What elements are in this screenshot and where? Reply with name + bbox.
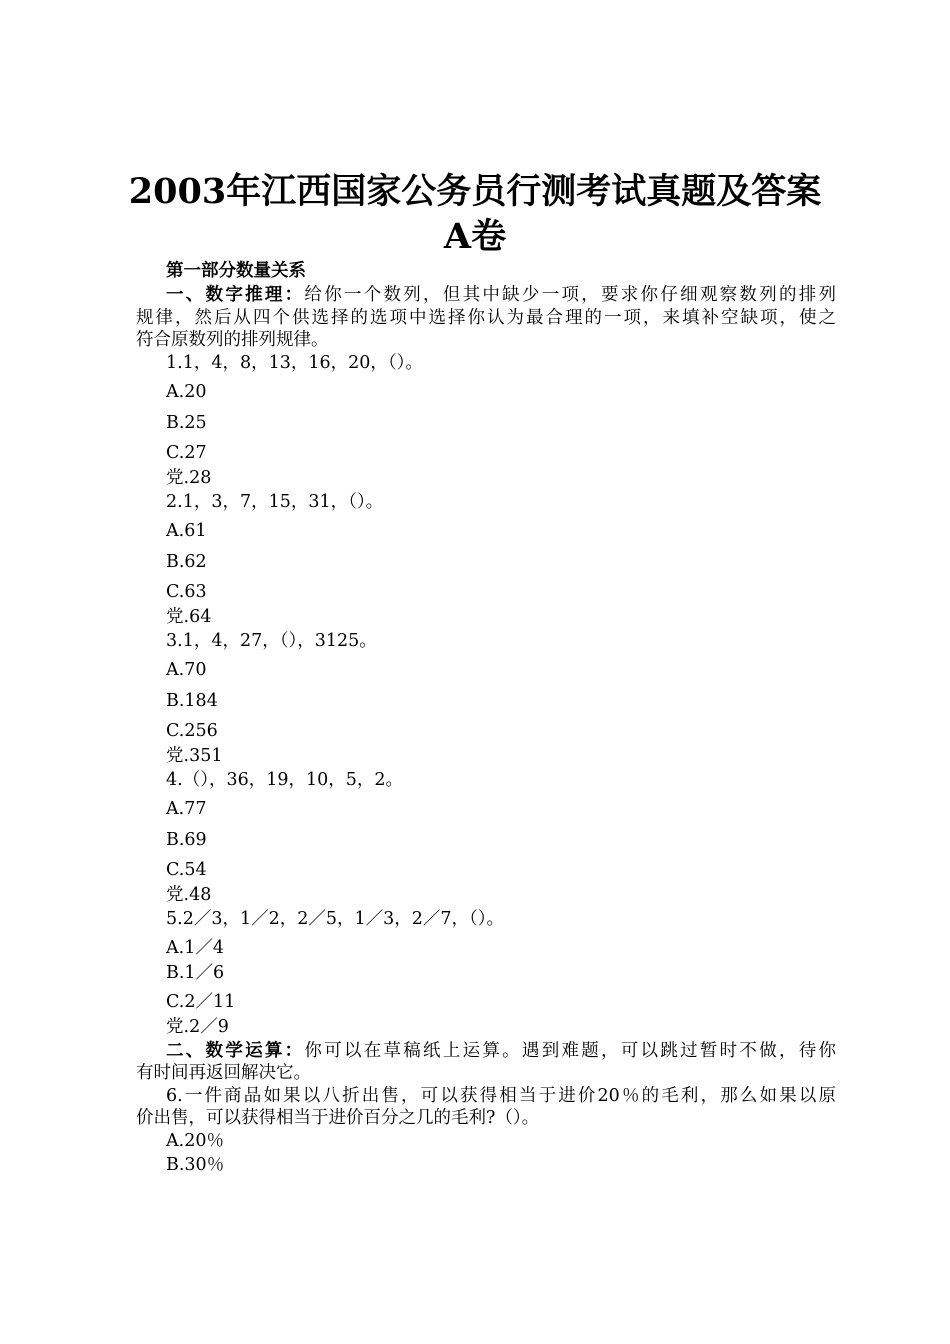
question-1-option-a: A.20 — [166, 382, 207, 402]
section1-intro-text: 给你一个数列，但其中缺少一项，要求你仔细观察数列的排列 — [304, 285, 837, 305]
question-6-stem-line2: 价出售，可以获得相当于进价百分之几的毛利?（）。 — [136, 1108, 540, 1128]
question-2-stem: 2.1，3，7，15，31，（）。 — [166, 492, 384, 512]
question-5-option-b: B.1／6 — [166, 963, 225, 983]
question-1-option-c: C.27 — [166, 443, 207, 463]
question-6-option-a: A.20％ — [166, 1131, 224, 1151]
question-4-option-b: B.69 — [166, 830, 207, 850]
question-3-option-c: C.256 — [166, 721, 218, 741]
section1-intro-line2: 规律，然后从四个供选择的选项中选择你认为最合理的一项，来填补空缺项，使之 — [136, 308, 836, 328]
document-title-line1: 2003年江西国家公务员行测考试真题及答案 — [128, 171, 822, 212]
question-4-stem: 4.（），36，19，10，5，2。 — [166, 770, 404, 790]
question-2-option-c: C.63 — [166, 582, 207, 602]
section1-intro-line1 — [166, 284, 836, 306]
document-title-line2: A卷 — [443, 216, 507, 257]
question-4-option-a: A.77 — [166, 799, 207, 819]
question-3-option-d: 党.351 — [166, 746, 223, 766]
question-2-option-a: A.61 — [166, 521, 207, 541]
question-1-option-d: 党.28 — [166, 468, 212, 488]
question-1-stem: 1.1，4，8，13，16，20，（）。 — [166, 353, 423, 373]
question-4-option-c: C.54 — [166, 860, 207, 880]
question-3-option-a: A.70 — [166, 660, 207, 680]
part1-heading: 第一部分数量关系 — [166, 261, 306, 281]
section1-intro-line3: 符合原数列的排列规律。 — [136, 330, 329, 350]
question-3-stem: 3.1，4，27，（），3125。 — [166, 631, 377, 651]
section2-intro-text: 你可以在草稿纸上运算。遇到难题，可以跳过暂时不做，待你 — [304, 1041, 837, 1061]
question-3-option-b: B.184 — [166, 691, 218, 711]
section2-label: 二、数学运算： — [166, 1041, 305, 1061]
question-1-option-b: B.25 — [166, 413, 207, 433]
question-6-option-b: B.30％ — [166, 1155, 225, 1175]
question-5-stem: 5.2／3，1／2，2／5，1／3，2／7，（）。 — [166, 909, 505, 929]
question-2-option-b: B.62 — [166, 552, 207, 572]
question-2-option-d: 党.64 — [166, 607, 212, 627]
section1-label: 一、数字推理： — [166, 285, 305, 305]
question-4-option-d: 党.48 — [166, 885, 212, 905]
question-5-option-c: C.2／11 — [166, 992, 236, 1012]
question-6-stem-line1: 6.一件商品如果以八折出售，可以获得相当于进价20％的毛利，那么如果以原 — [166, 1086, 836, 1106]
question-5-option-d: 党.2／9 — [166, 1017, 229, 1037]
question-5-option-a: A.1／4 — [166, 938, 224, 958]
section2-intro-line2: 有时间再返回解决它。 — [136, 1063, 311, 1083]
section2-intro-line1 — [166, 1040, 836, 1062]
